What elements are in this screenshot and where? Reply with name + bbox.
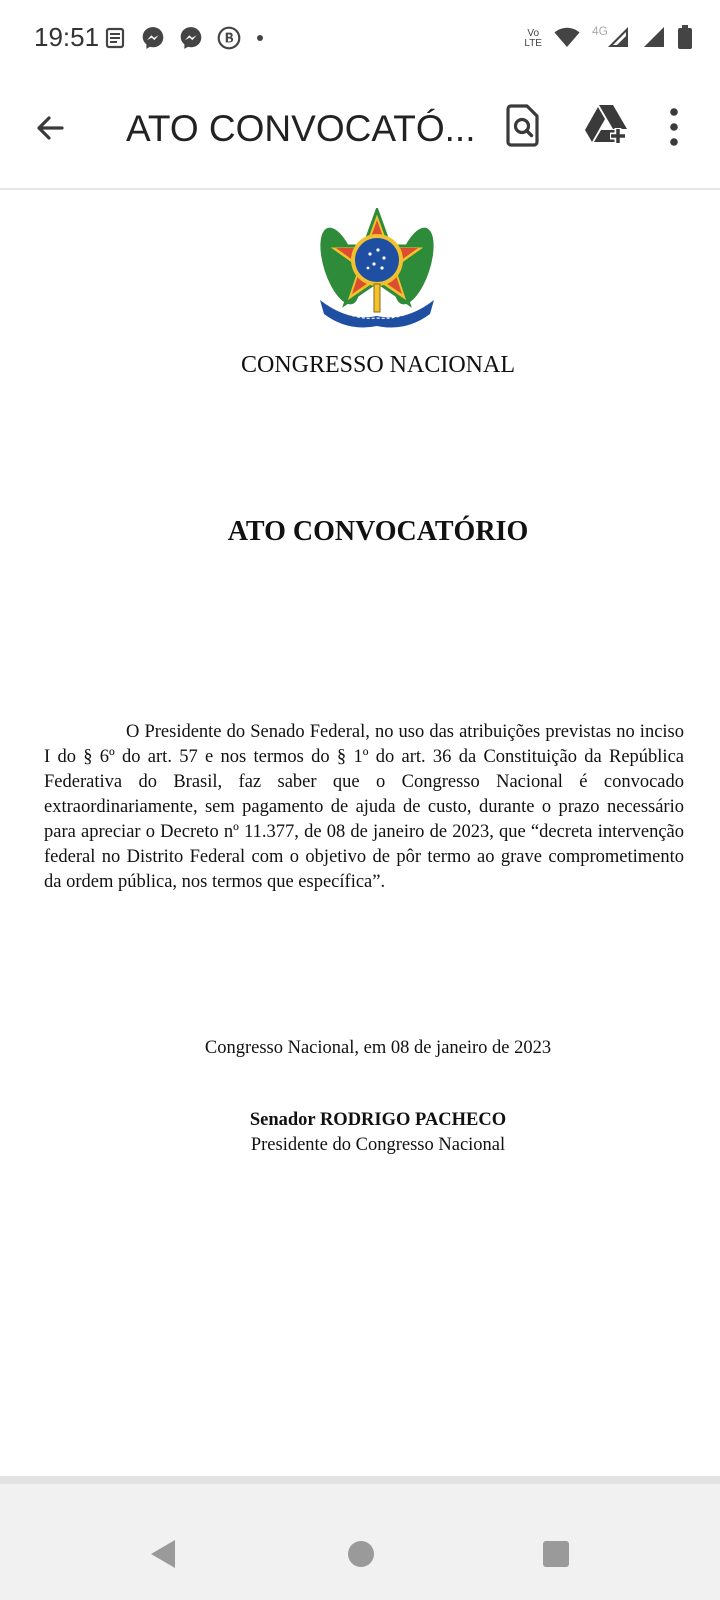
document-date-line: Congresso Nacional, em 08 de janeiro de 2023 [204,1038,552,1058]
more-vert-icon [666,104,682,150]
add-to-drive-button[interactable] [585,102,631,146]
nav-home-icon[interactable] [348,1541,374,1567]
nav-back-button[interactable] [148,1538,178,1570]
signer-role: Presidente do Congresso Nacional [250,1135,506,1155]
document-heading: ATO CONVOCATÓRIO [227,516,529,547]
signer-name: Senador RODRIGO PACHECO [249,1110,507,1130]
back-button[interactable] [30,108,70,148]
network-type-label: 4G [591,24,608,38]
document-page[interactable] [0,190,720,1476]
brazil-coat-of-arms-icon [318,208,436,336]
b-app-icon [216,25,242,56]
document-body: O Presidente do Senado Federal, no uso das atribuições previstas no inciso I do § 6º do art. 57 e nos termos do § 1º do art. 36 da Constituição da República Federativa do Brasil, faz saber que o Congresso Nacional é convocado extraordinariamente, sem pagamento de ajuda de custo, durante o prazo necessário para apreciar o Decreto nº 11.377, de 08 de janeiro de 2023, que “decreta intervenção federal no Distrito Federal com o objetivo de pôr termo ao grave comprometimento da ordem pública, nos termos que específica”. [44,722,684,892]
signal-icon [642,25,666,54]
battery-icon [678,25,692,54]
volte-top: Vo [527,28,540,39]
dot-icon [254,31,266,49]
nav-back-icon [148,1538,178,1570]
more-options-button[interactable] [666,104,682,150]
back-arrow-icon [30,108,70,148]
status-time: 19:51 [34,22,100,52]
app-bar [0,78,720,190]
add-to-drive-icon [585,102,631,146]
notification-icons [104,26,266,54]
messenger-icon [140,25,166,56]
news-icon [104,26,128,55]
status-bar [0,0,720,78]
nav-recents-icon[interactable] [543,1541,569,1567]
congress-name: CONGRESSO NACIONAL [240,352,516,378]
system-icons [524,24,692,54]
find-in-document-button[interactable] [505,103,541,147]
find-in-document-icon [505,103,541,147]
messenger-icon [178,25,204,56]
signal-icon [606,25,630,54]
wifi-icon [554,26,580,53]
viewer-background [0,1484,720,1514]
page-divider [0,1476,720,1484]
system-navigation-bar [0,1514,720,1600]
document-title: ATO CONVOCATÓ... [126,108,476,149]
volte-indicator [524,29,542,49]
volte-bottom: LTE [524,38,542,49]
